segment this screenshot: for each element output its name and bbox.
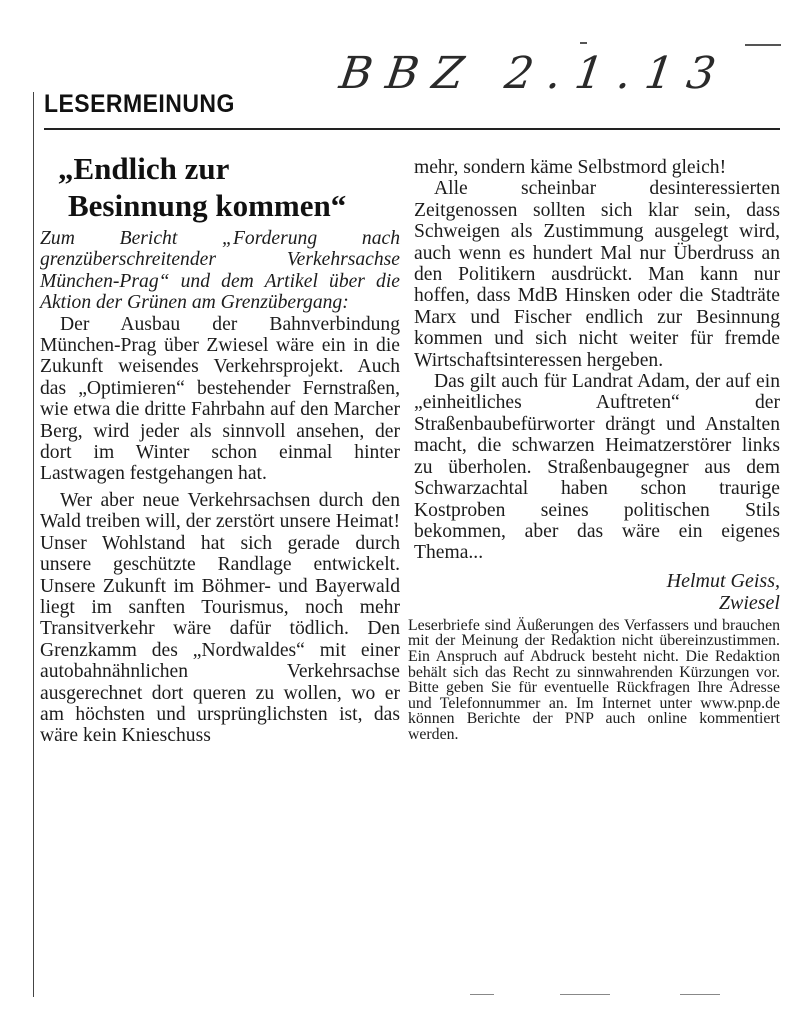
scan-mark: [680, 994, 720, 995]
author-name: Helmut Geiss,: [666, 569, 780, 592]
body-paragraph: Das gilt auch für Landrat Adam, der auf ein „einheitliches Auftreten“ der Straßenbaubefürworter drängt und Anstalten macht, die schwarzen Heimatzerstörer links zu überholen. Straßenbaugegner aus dem Schwarzachtal haben schon traurige Kostproben seines politischen Stils bekommen, aber das wäre ein eigenes Thema...: [414, 371, 780, 564]
author-city: Zwiesel: [718, 591, 780, 614]
left-column: [40, 150, 400, 747]
headline-line-2: Besinnung kommen“: [68, 188, 347, 223]
author-signature: [414, 570, 780, 614]
body-paragraph: Wer aber neue Verkehrsachsen durch den Wald treiben will, der zerstört unsere Heimat! Unser Wohlstand hat sich gerade durch unsere geschützte Randlage entwickelt. Unsere Zukunft im Böhmer- und Bayerwald liegt im sanften Tourismus, noch mehr Transitverkehr wäre dafür tödlich. Den Grenzkamm des „Nordwaldes“ mit einer autobahnähnlichen Verkehrsachse ausgerechnet dort queren zu wollen, wo er am höchsten und ursprünglichsten ist, das wäre kein Knieschuss: [40, 489, 400, 747]
article-headline: [40, 150, 400, 224]
top-rule: [44, 128, 780, 130]
headline-line-1: „Endlich zur: [58, 151, 230, 186]
section-rubric: LESERMEINUNG: [44, 90, 235, 118]
body-paragraph: Der Ausbau der Bahnverbindung München-Prag über Zwiesel wäre ein in die Zukunft weisendes Verkehrsprojekt. Auch das „Optimieren“ bestehender Fernstraßen, wie etwa die dritte Fahrbahn auf den Marcher Berg, wird jeder als sinnvoll ansehen, der dort im Winter schon einmal hinter Lastwagen festgehangen hat.: [40, 313, 400, 485]
editorial-disclaimer: Leserbriefe sind Äußerungen des Verfassers und brauchen mit der Meinung der Redaktion nicht übereinzustimmen. Ein Anspruch auf Abdruck besteht nicht. Die Redaktion behält sich das Recht zu sinnwahrenden Kürzungen vor. Bitte geben Sie für eventuelle Rückfragen Ihre Adresse und Telefonnummer an. Im Internet unter www.pnp.de können Berichte der PNP auch online kommentiert werden.: [408, 616, 780, 743]
scan-mark: [580, 42, 587, 44]
side-rule: [33, 92, 34, 997]
scan-mark: [745, 44, 781, 46]
handwritten-date-note: BBZ 2.1.13: [336, 48, 733, 99]
right-column: [408, 157, 780, 743]
body-paragraph: mehr, sondern käme Selbstmord gleich!: [414, 157, 727, 178]
body-paragraph: Alle scheinbar desinteressierten Zeitgenossen sollten sich klar sein, dass Schweigen als Zustimmung ausgelegt wird, auch wenn es hundert Mal nur Überdruss an den Politikern ausdrückt. Man kann nur hoffen, dass MdB Hinsken oder die Stadträte Marx und Fischer endlich zur Besinnung kommen und sich nicht weiter für fremde Wirtschaftsinteressen hergeben.: [414, 178, 780, 371]
intro-reference: Zum Bericht „Forderung nach grenzüberschreitender Verkehrsachse München-Prag“ und dem Artikel über die Aktion der Grünen am Grenzübergang:: [40, 228, 400, 314]
scan-mark: [470, 994, 494, 995]
scan-mark: [560, 994, 610, 995]
